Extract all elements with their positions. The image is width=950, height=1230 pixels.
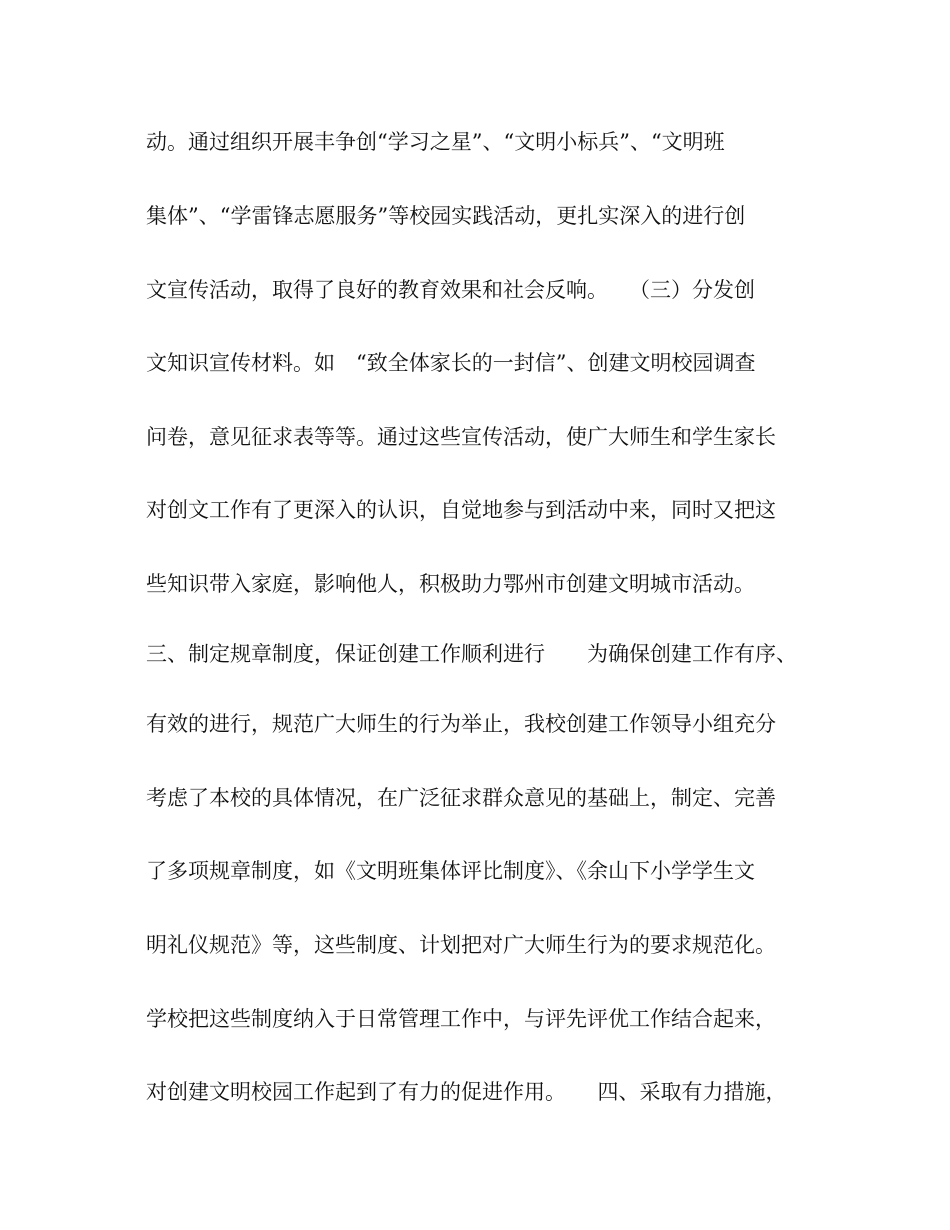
text-line-9: 有效的进行，规范广大师生的行为举止，我校创建工作领导小组充分	[146, 712, 776, 736]
text-line-10: 考虑了本校的具体情况，在广泛征求群众意见的基础上，制定、完善	[146, 786, 776, 810]
text-line-1: 动。通过组织开展丰争创“学习之星”、“文明小标兵”、“文明班	[146, 130, 725, 154]
text-line-8: 三、制定规章制度，保证创建工作顺利进行 为确保创建工作有序、	[146, 642, 797, 666]
text-line-6: 对创文工作有了更深入的认识，自觉地参与到活动中来，同时又把这	[146, 498, 776, 522]
text-line-2: 集体”、“学雷锋志愿服务”等校园实践活动，更扎实深入的进行创	[146, 204, 746, 228]
text-line-7: 些知识带入家庭，影响他人，积极助力鄂州市创建文明城市活动。	[146, 572, 755, 596]
text-line-4: 文知识宣传材料。如 “致全体家长的一封信”、创建文明校园调查	[146, 351, 756, 375]
text-line-12: 明礼仪规范》等，这些制度、计划把对广大师生行为的要求规范化。	[146, 933, 776, 957]
text-line-3: 文宣传活动，取得了良好的教育效果和社会反响。 （三）分发创	[146, 278, 755, 302]
text-line-14: 对创建文明校园工作起到了有力的促进作用。 四、采取有力措施，	[146, 1080, 787, 1104]
text-line-13: 学校把这些制度纳入于日常管理工作中，与评先评优工作结合起来，	[146, 1007, 776, 1031]
text-line-11: 了多项规章制度，如《文明班集体评比制度》、《余山下小学学生文	[146, 859, 755, 883]
text-line-5: 问卷，意见征求表等等。通过这些宣传活动，使广大师生和学生家长	[146, 425, 776, 449]
